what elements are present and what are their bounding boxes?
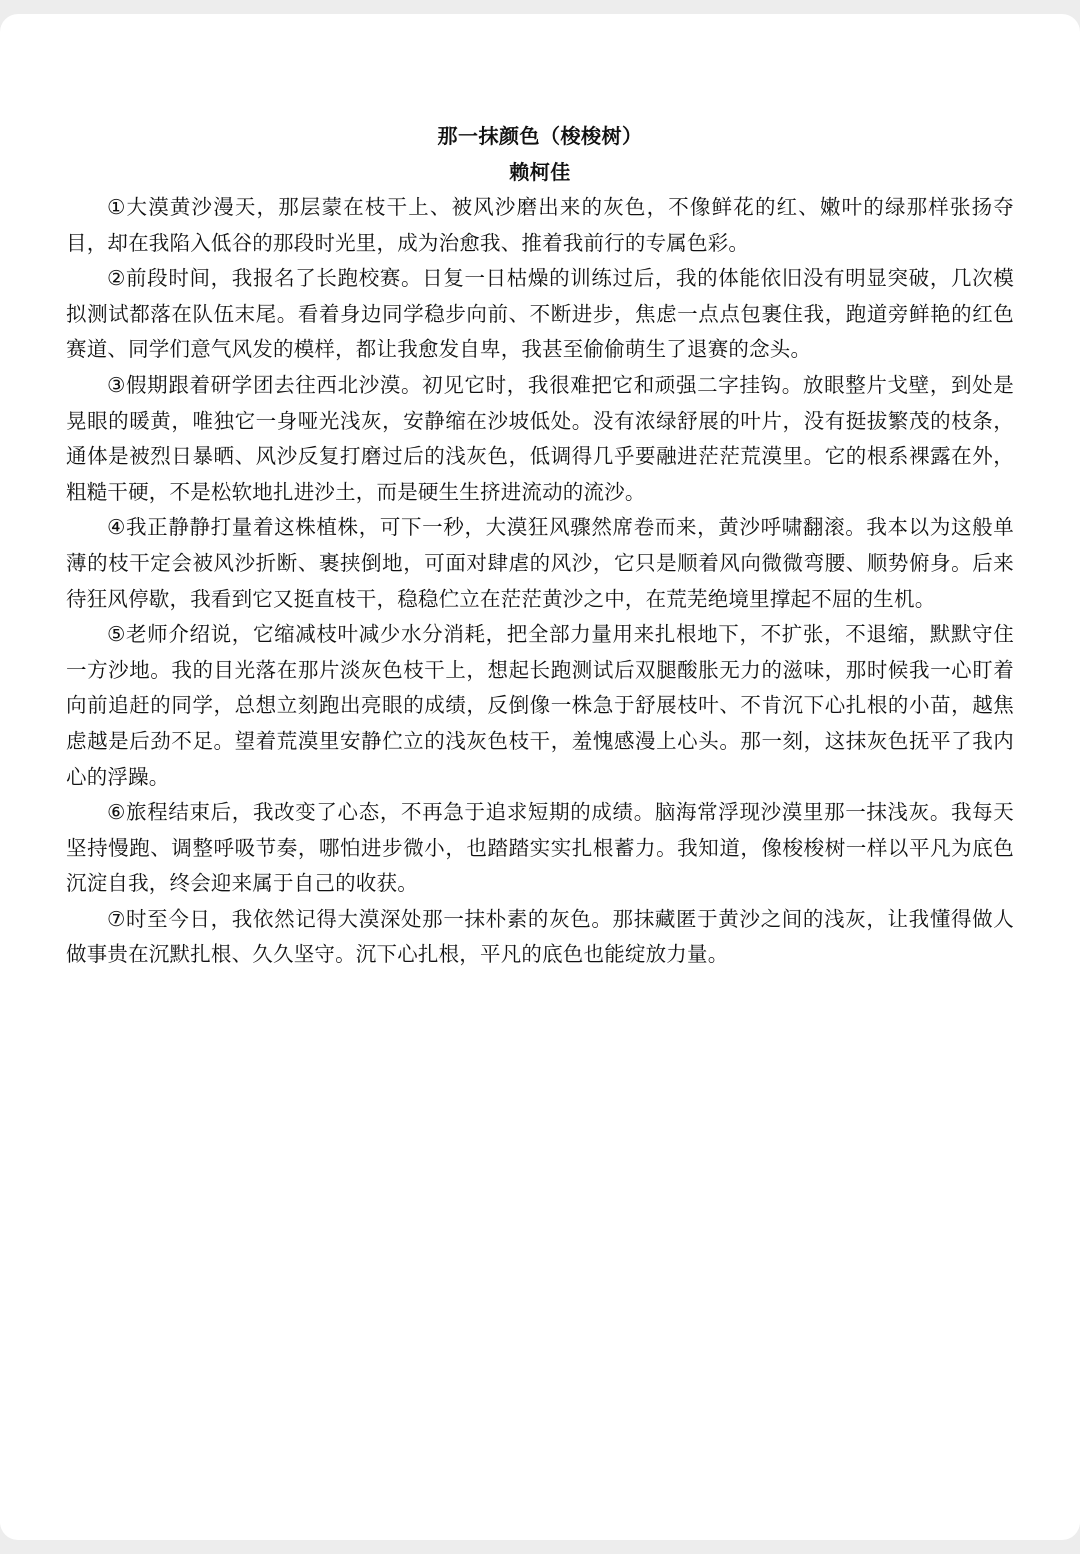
paragraph-2: ②前段时间，我报名了长跑校赛。日复一日枯燥的训练过后，我的体能依旧没有明显突破，几次模拟测试都落在队伍末尾。看着身边同学稳步向前、不断进步，焦虑一点点包裹住我，跑道旁鲜艳的红色赛道、同学们意气风发的模样，都让我愈发自卑，我甚至偷偷萌生了退赛的念头。 [66, 266, 1014, 362]
essay-body [66, 118, 1014, 973]
paragraph-4: ④我正静静打量着这株植株，可下一秒，大漠狂风骤然席卷而来，黄沙呼啸翻滚。我本以为这般单薄的枝干定会被风沙折断、裹挟倒地，可面对肆虐的风沙，它只是顺着风向微微弯腰、顺势俯身。后来待狂风停歇，我看到它又挺直枝干，稳稳伫立在茫茫黄沙之中，在荒芜绝境里撑起不屈的生机。 [66, 515, 1014, 611]
paragraph-6: ⑥旅程结束后，我改变了心态，不再急于追求短期的成绩。脑海常浮现沙漠里那一抹浅灰。我每天坚持慢跑、调整呼吸节奏，哪怕进步微小，也踏踏实实扎根蓄力。我知道，像梭梭树一样以平凡为底色沉淀自我，终会迎来属于自己的收获。 [66, 800, 1014, 896]
essay-title: 那一抹颜色（梭梭树） [437, 124, 643, 148]
paragraph-5: ⑤老师介绍说，它缩减枝叶减少水分消耗，把全部力量用来扎根地下，不扩张，不退缩，默默守住一方沙地。我的目光落在那片淡灰色枝干上，想起长跑测试后双腿酸胀无力的滋味，那时候我一心盯着向前追赶的同学，总想立刻跑出亮眼的成绩，反倒像一株急于舒展枝叶、不肯沉下心扎根的小苗，越焦虑越是后劲不足。望着荒漠里安静伫立的浅灰色枝干，羞愧感漫上心头。那一刻，这抹灰色抚平了我内心的浮躁。 [66, 622, 1014, 789]
paragraph-3: ③假期跟着研学团去往西北沙漠。初见它时，我很难把它和顽强二字挂钩。放眼整片戈壁，到处是晃眼的暖黄，唯独它一身哑光浅灰，安静缩在沙坡低处。没有浓绿舒展的叶片，没有挺拔繁茂的枝条，通体是被烈日暴晒、风沙反复打磨过后的浅灰色，低调得几乎要融进茫茫荒漠里。它的根系裸露在外，粗糙干硬，不是松软地扎进沙土，而是硬生生挤进流动的流沙。 [66, 372, 1014, 504]
essay-author: 赖柯佳 [509, 160, 571, 184]
paragraph-1: ①大漠黄沙漫天，那层蒙在枝干上、被风沙磨出来的灰色，不像鲜花的红、嫩叶的绿那样张扬夺目，却在我陷入低谷的那段时光里，成为治愈我、推着我前行的专属色彩。 [66, 195, 1014, 255]
paragraph-7: ⑦时至今日，我依然记得大漠深处那一抹朴素的灰色。那抹藏匿于黄沙之间的浅灰，让我懂得做人做事贵在沉默扎根、久久坚守。沉下心扎根，平凡的底色也能绽放力量。 [66, 906, 1014, 967]
document-page [0, 14, 1080, 1540]
